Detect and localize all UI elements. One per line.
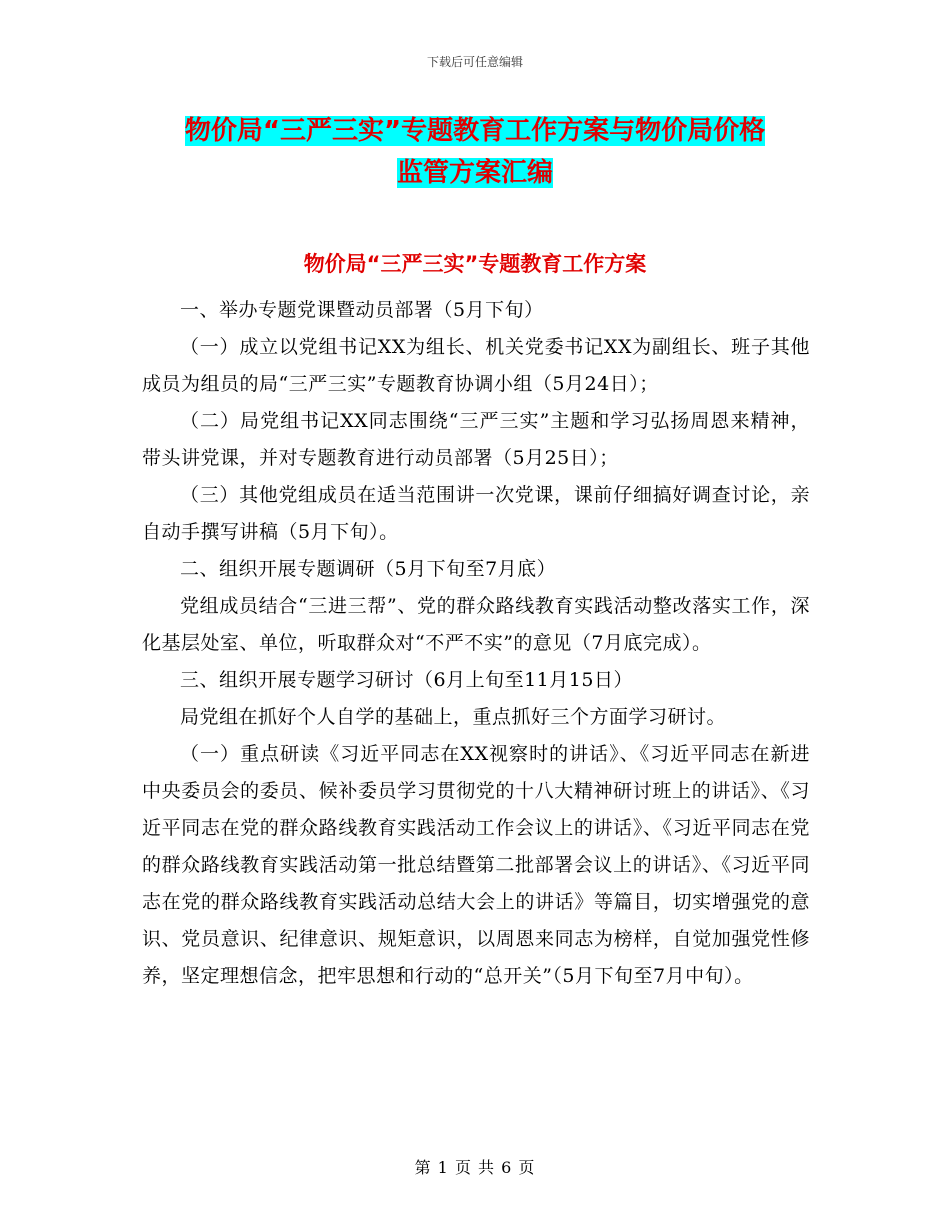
title-line-1: 物价局“三严三实”专题教育工作方案与物价局价格 — [184, 116, 766, 146]
paragraph-heading-1: 一、举办专题党课暨动员部署（5月下旬） — [180, 299, 544, 321]
document-body — [142, 292, 810, 995]
paragraph: （一）重点研读《习近平同志在XX视察时的讲话》、《习近平同志在新进中央委员会的委员、候补委员学习贯彻党的十八大精神研讨班上的讲话》、《习近平同志在党的群众路线教育实践活动工作会议上的讲话》、《习近平同志在党的群众路线教育实践活动第一批总结暨第二批部署会议上的讲话》、《习近平同志在党的群众路线教育实践活动总结大会上的讲话》等篇目，切实增强党的意识、党员意识、纪律意识、规矩意识，以周恩来同志为榜样，自觉加强党性修养，坚定理想信念，把牢思想和行动的“总开关”（5月下旬至7月中旬）。 — [142, 743, 810, 987]
document-title — [140, 110, 810, 194]
paragraph: （三）其他党组成员在适当范围讲一次党课，课前仔细搞好调查讨论，亲自动手撰写讲稿（5月下旬）。 — [142, 484, 810, 543]
paragraph-heading-3: 三、组织开展专题学习研讨（6月上旬至11月15日） — [180, 669, 633, 691]
section-title: 物价局“三严三实”专题教育工作方案 — [303, 252, 647, 276]
paragraph: 党组成员结合“三进三帮”、党的群众路线教育实践活动整改落实工作，深化基层处室、单位，听取群众对“不严不实”的意见（7月底完成）。 — [142, 595, 810, 654]
title-line-2: 监管方案汇编 — [396, 158, 553, 188]
paragraph: 局党组在抓好个人自学的基础上，重点抓好三个方面学习研讨。 — [180, 706, 727, 728]
paragraph: （一）成立以党组书记XX为组长、机关党委书记XX为副组长、班子其他成员为组员的局“三严三实”专题教育协调小组（5月24日）； — [142, 336, 810, 395]
paragraph-heading-2: 二、组织开展专题调研（5月下旬至7月底） — [180, 558, 557, 580]
header-note: 下载后可任意编辑 — [426, 55, 523, 69]
paragraph: （二）局党组书记XX同志围绕“三严三实”主题和学习弘扬周恩来精神，带头讲党课，并对专题教育进行动员部署（5月25日）； — [142, 410, 810, 469]
page-number: 第 1 页 共 6 页 — [414, 1158, 536, 1177]
